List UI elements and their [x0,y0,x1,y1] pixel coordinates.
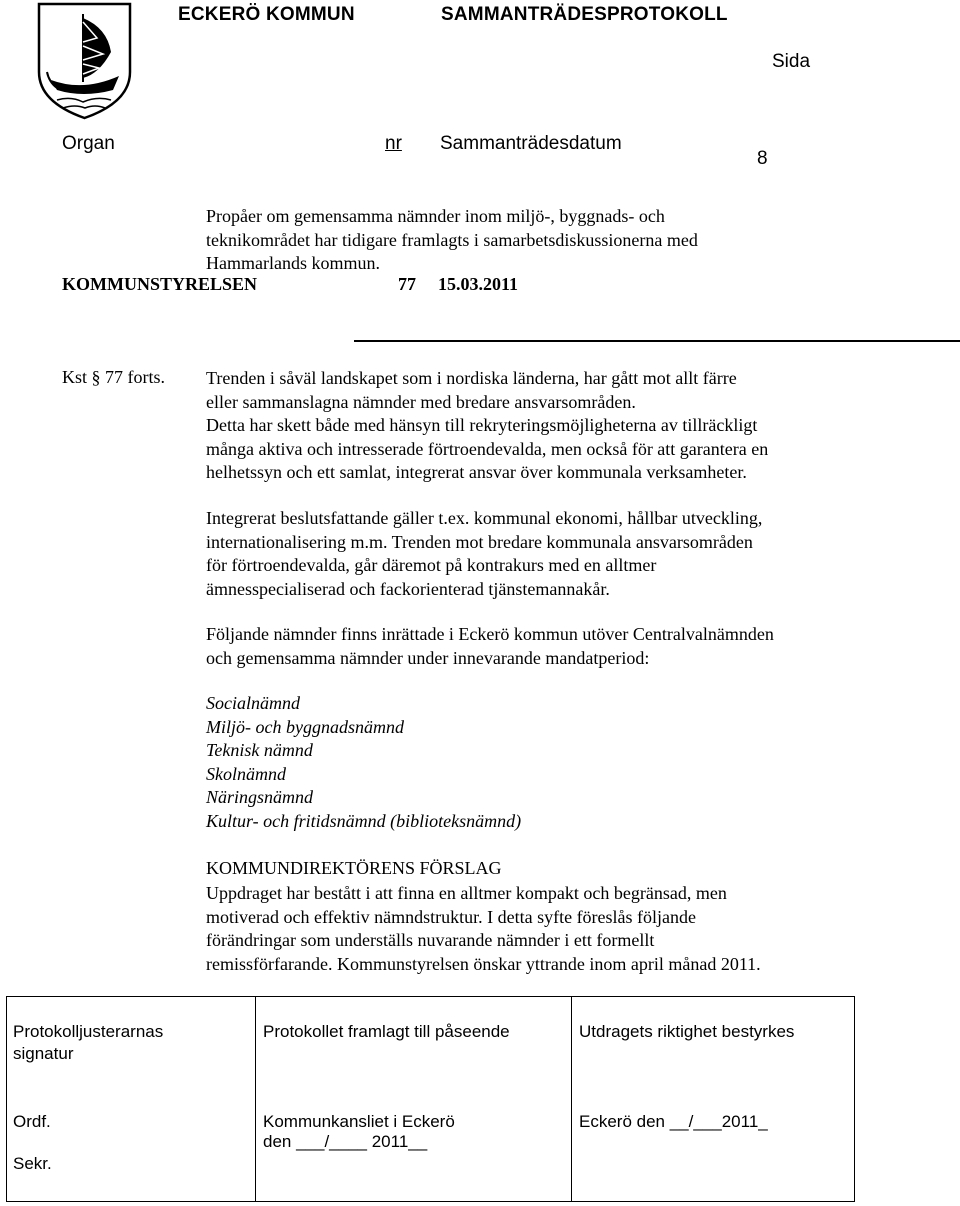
paragraph-3 [206,623,926,670]
column-divider [255,997,256,1201]
paragraph-2 [206,507,926,601]
text-line: Uppdraget har bestått i att finna en alltmer kompakt och begränsad, men [206,883,727,903]
list-item: Socialnämnd [206,693,300,713]
posted-date: den ___/____ 2011__ [263,1132,428,1151]
certified-date: Eckerö den __/___2011_ [579,1112,768,1131]
text-line: internationalisering m.m. Trenden mot bredare kommunala ansvarsområden [206,531,753,552]
text-line: Trenden i såväl landskapet som i nordiska länderna, har gått mot allt färre [206,368,737,388]
list-item: Skolnämnd [206,763,286,784]
nr-label: nr [385,133,402,154]
posted-place: Kommunkansliet i Eckerö [263,1112,455,1131]
text-line: eller sammanslagna nämnder med bredare ansvarsområden. [206,391,636,412]
organ-label: Organ [62,133,115,154]
list-item: Teknisk nämnd [206,740,313,760]
text-line: och gemensamma nämnder under innevarande mandatperiod: [206,647,650,668]
adjusters-title: Protokolljusterarnas [13,1022,164,1041]
committee-list [206,692,926,833]
chair-label: Ordf. [13,1112,51,1131]
intro-line: teknikområdet har tidigare framlagts i samarbetsdiskussionerna med [206,230,698,250]
list-item: Kultur- och fritidsnämnd (biblioteksnämnd) [206,810,522,831]
header-divider [354,340,960,342]
text-line: Integrerat beslutsfattande gäller t.ex. kommunal ekonomi, hållbar utveckling, [206,508,763,528]
certified-title: Utdragets riktighet bestyrkes [579,1022,795,1041]
proposal-text [206,882,926,976]
column-divider [571,997,572,1201]
signature-box [6,996,855,1202]
adjusters-title: signatur [13,1044,74,1063]
text-line: remissförfarande. Kommunstyrelsen önskar yttrande inom april månad 2011. [206,953,761,974]
document-type: SAMMANTRÄDESPROTOKOLL [441,4,728,25]
meeting-date: 15.03.2011 [438,274,519,294]
text-line: förändringar som underställs nuvarande nämnder i ett formellt [206,930,655,950]
meeting-nr: 77 [398,274,416,294]
text-line: många aktiva och intresserade förtroendevalda, men också för att garantera en [206,438,769,459]
paragraph-1 [206,367,926,485]
proposal-heading: KOMMUNDIREKTÖRENS FÖRSLAG [206,858,502,878]
municipality-crest-ship-icon [37,2,132,120]
list-item: Miljö- och byggnadsnämnd [206,716,404,737]
secretary-label: Sekr. [13,1154,52,1173]
meeting-organ: KOMMUNSTYRELSEN [62,274,258,294]
date-label: Sammanträdesdatum [440,133,622,154]
intro-line: Propåer om gemensamma nämnder inom miljö-, byggnads- och [206,206,665,226]
list-item: Näringsnämnd [206,787,314,807]
page-label: Sida [772,51,811,72]
text-line: helhetssyn och ett samlat, integrerat ansvar över kommunala verksamheter. [206,462,747,482]
section-ref: Kst § 77 forts. [62,367,165,387]
text-line: för förtroendevalda, går däremot på kontrakurs med en alltmer [206,555,657,575]
posted-title: Protokollet framlagt till påseende [263,1022,510,1041]
text-line: Detta har skett både med hänsyn till rekryteringsmöjligheterna av tillräckligt [206,415,758,435]
text-line: ämnesspecialiserad och fackorienterad tjänstemannakår. [206,578,610,599]
text-line: Följande nämnder finns inrättade i Eckerö kommun utöver Centralvalnämnden [206,624,774,644]
text-line: motiverad och effektiv nämndstruktur. I detta syfte föreslås följande [206,906,697,927]
municipality-name: ECKERÖ KOMMUN [178,4,355,25]
page-number: 8 [757,148,768,169]
intro-line: Hammarlands kommun. [206,253,380,273]
